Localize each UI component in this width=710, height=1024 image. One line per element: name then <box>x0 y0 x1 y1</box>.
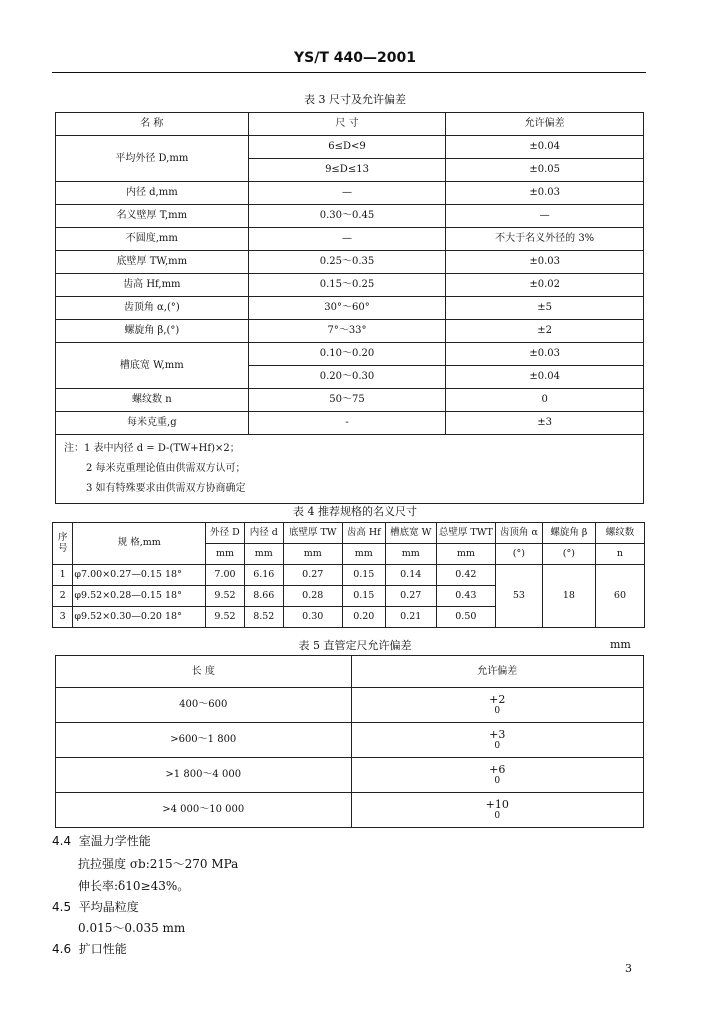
table-cell: 0 <box>446 389 644 412</box>
table-cell: 2 <box>53 586 73 607</box>
section-heading <box>52 832 151 849</box>
table-row <box>56 297 644 320</box>
table-cell: 螺纹数 n <box>56 389 249 412</box>
table-unit-cell: (°) <box>542 544 595 565</box>
tolerance-lower: 0 <box>494 705 501 716</box>
table-cell: 0.20 <box>342 607 385 628</box>
table-cell: 6≤D<9 <box>248 136 446 159</box>
table-cell: 不圆度,mm <box>56 228 249 251</box>
table-row <box>56 723 644 758</box>
table-cell: ±5 <box>446 297 644 320</box>
table-cell: 6.16 <box>244 565 283 586</box>
tolerance-upper: +6 <box>489 762 506 776</box>
table-cell: - <box>248 412 446 435</box>
table-notes-row <box>56 435 644 504</box>
table-header-cell: 序号 <box>53 523 73 565</box>
table-header-cell: 规 格,mm <box>73 523 206 565</box>
tolerance <box>486 799 509 821</box>
table-cell: φ9.52×0.30—0.20 18° <box>73 607 206 628</box>
section-title: 平均晶粒度 <box>78 900 139 914</box>
table-cell: φ7.00×0.27—0.15 18° <box>73 565 206 586</box>
section-title: 扩口性能 <box>78 942 127 956</box>
table-cell: — <box>248 228 446 251</box>
table-cell: ±0.03 <box>446 182 644 205</box>
tolerance <box>489 729 505 751</box>
table-cell: ±0.05 <box>446 159 644 182</box>
table-cell: 7.00 <box>206 565 245 586</box>
table-notes <box>56 435 644 504</box>
table-unit-cell: mm <box>206 544 245 565</box>
table-cell: 0.28 <box>283 586 342 607</box>
section-title: 室温力学性能 <box>78 834 151 848</box>
table-unit-cell: n <box>595 544 644 565</box>
table-row <box>56 182 644 205</box>
table-cell: — <box>446 205 644 228</box>
table-cell: 0.15 <box>342 565 385 586</box>
table-header-cell: 螺纹数 <box>595 523 644 544</box>
table-header-cell: 内径 d <box>244 523 283 544</box>
table-cell: >600～1 800 <box>56 723 352 758</box>
section-number: 4.4 <box>52 834 72 848</box>
note-line: 3 如有特殊要求由供需双方协商确定 <box>86 483 246 494</box>
table-cell: 50～75 <box>248 389 446 412</box>
tolerance <box>489 764 505 786</box>
table-row <box>56 793 644 828</box>
table-header-cell: 底壁厚 TW <box>283 523 342 544</box>
table-header-row <box>56 656 644 688</box>
table-row <box>56 274 644 297</box>
table-cell: 53 <box>495 565 542 628</box>
tolerance-lower: 0 <box>494 810 501 821</box>
table-cell: 0.50 <box>436 607 495 628</box>
table-unit-cell: mm <box>244 544 283 565</box>
table-cell: ±0.03 <box>446 343 644 366</box>
table-cell: 0.15～0.25 <box>248 274 446 297</box>
header-rule <box>52 72 646 73</box>
table-cell: 不大于名义外径的 3% <box>446 228 644 251</box>
tolerance-upper: +3 <box>489 727 506 741</box>
table-cell: 螺旋角 β,(°) <box>56 320 249 343</box>
table-cell: ±0.03 <box>446 251 644 274</box>
table-cell: 0.21 <box>385 607 436 628</box>
tolerance-upper: +10 <box>485 797 509 811</box>
table-row <box>56 136 644 159</box>
table-cell: 400～600 <box>56 688 352 723</box>
table4-caption: 表 4 推荐规格的名义尺寸 <box>293 505 417 518</box>
table-header-cell: 名 称 <box>56 113 249 136</box>
table-cell <box>351 758 644 793</box>
table-cell: 0.27 <box>283 565 342 586</box>
table-row <box>56 412 644 435</box>
table5-unit: mm <box>610 638 631 651</box>
section-line: 伸长率:δ10≥43%。 <box>78 879 190 893</box>
table-cell: 9≤D≤13 <box>248 159 446 182</box>
table-cell: 齿高 Hf,mm <box>56 274 249 297</box>
table-cell: 齿顶角 α,(°) <box>56 297 249 320</box>
table-row <box>56 758 644 793</box>
page-number: 3 <box>625 962 632 975</box>
table-header-cell: 总壁厚 TWT <box>436 523 495 544</box>
table-cell: 1 <box>53 565 73 586</box>
table-unit-cell: mm <box>436 544 495 565</box>
table-row <box>56 343 644 366</box>
note-line: 2 每米克重理论值由供需双方认可； <box>86 463 246 474</box>
table-cell: 7°～33° <box>248 320 446 343</box>
table-unit-cell: mm <box>342 544 385 565</box>
table-row <box>56 389 644 412</box>
table-row <box>56 320 644 343</box>
table-row <box>56 251 644 274</box>
table-header-cell: 外径 D <box>206 523 245 544</box>
table-header-cell: 长 度 <box>56 656 352 688</box>
table-row <box>53 565 645 586</box>
table-cell: 平均外径 D,mm <box>56 136 249 182</box>
table-header-cell: 槽底宽 W <box>385 523 436 544</box>
table-cell: 每米克重,g <box>56 412 249 435</box>
tolerance-lower: 0 <box>494 775 501 786</box>
table-cell: 0.30～0.45 <box>248 205 446 228</box>
table-cell: 内径 d,mm <box>56 182 249 205</box>
tolerance-lower: 0 <box>494 740 501 751</box>
table-row <box>56 688 644 723</box>
table-header-cell: 螺旋角 β <box>542 523 595 544</box>
table-cell <box>351 793 644 828</box>
table-cell: 18 <box>542 565 595 628</box>
section-number: 4.6 <box>52 942 72 956</box>
table-cell: 0.30 <box>283 607 342 628</box>
table-cell: 0.27 <box>385 586 436 607</box>
table-row <box>56 205 644 228</box>
table-cell: ±0.04 <box>446 366 644 389</box>
document-header: YS/T 440—2001 <box>294 50 416 66</box>
table-cell: 9.52 <box>206 607 245 628</box>
table-cell: 30°～60° <box>248 297 446 320</box>
tolerance-upper: +2 <box>489 692 506 706</box>
table5-caption: 表 5 直管定尺允许偏差 <box>298 639 412 652</box>
table-unit-cell: mm <box>283 544 342 565</box>
tolerance <box>489 694 505 716</box>
table-cell: 0.14 <box>385 565 436 586</box>
table-cell: 3 <box>53 607 73 628</box>
table4 <box>52 522 645 628</box>
table-cell: ±2 <box>446 320 644 343</box>
table-cell: 0.10～0.20 <box>248 343 446 366</box>
section-number: 4.5 <box>52 900 72 914</box>
table-cell: 槽底宽 W,mm <box>56 343 249 389</box>
table3-caption: 表 3 尺寸及允许偏差 <box>304 93 406 106</box>
table-cell: 9.52 <box>206 586 245 607</box>
table-unit-cell: mm <box>385 544 436 565</box>
table-cell: 0.43 <box>436 586 495 607</box>
section-heading <box>52 940 127 957</box>
table-cell: 0.20～0.30 <box>248 366 446 389</box>
table-cell: 8.52 <box>244 607 283 628</box>
section-line: 抗拉强度 σb:215～270 MPa <box>78 857 239 871</box>
table-cell: 底壁厚 TW,mm <box>56 251 249 274</box>
table-header-cell: 允许偏差 <box>446 113 644 136</box>
table-cell: 名义壁厚 T,mm <box>56 205 249 228</box>
table-cell: ±0.02 <box>446 274 644 297</box>
table-header-row <box>56 113 644 136</box>
table-header-cell: 齿高 Hf <box>342 523 385 544</box>
table-cell: 0.25～0.35 <box>248 251 446 274</box>
table-cell: >4 000～10 000 <box>56 793 352 828</box>
table-cell <box>351 688 644 723</box>
table-cell: >1 800～4 000 <box>56 758 352 793</box>
table-cell: — <box>248 182 446 205</box>
table3 <box>55 112 644 504</box>
table-cell: φ9.52×0.28—0.15 18° <box>73 586 206 607</box>
table-cell: ±0.04 <box>446 136 644 159</box>
table-cell: 60 <box>595 565 644 628</box>
table-cell: 0.42 <box>436 565 495 586</box>
table-header-row <box>53 523 645 544</box>
section-line: 0.015～0.035 mm <box>78 921 186 935</box>
note-line: 注：1 表中内径 d = D-(TW+Hf)×2； <box>64 443 240 454</box>
table5 <box>55 655 644 828</box>
table-header-cell: 尺 寸 <box>248 113 446 136</box>
table-header-cell: 齿顶角 α <box>495 523 542 544</box>
table-row <box>56 228 644 251</box>
table-cell: 8.66 <box>244 586 283 607</box>
table-cell: ±3 <box>446 412 644 435</box>
table-cell <box>351 723 644 758</box>
table-header-cell: 允许偏差 <box>351 656 644 688</box>
table-unit-cell: (°) <box>495 544 542 565</box>
table-cell: 0.15 <box>342 586 385 607</box>
section-heading <box>52 898 139 915</box>
